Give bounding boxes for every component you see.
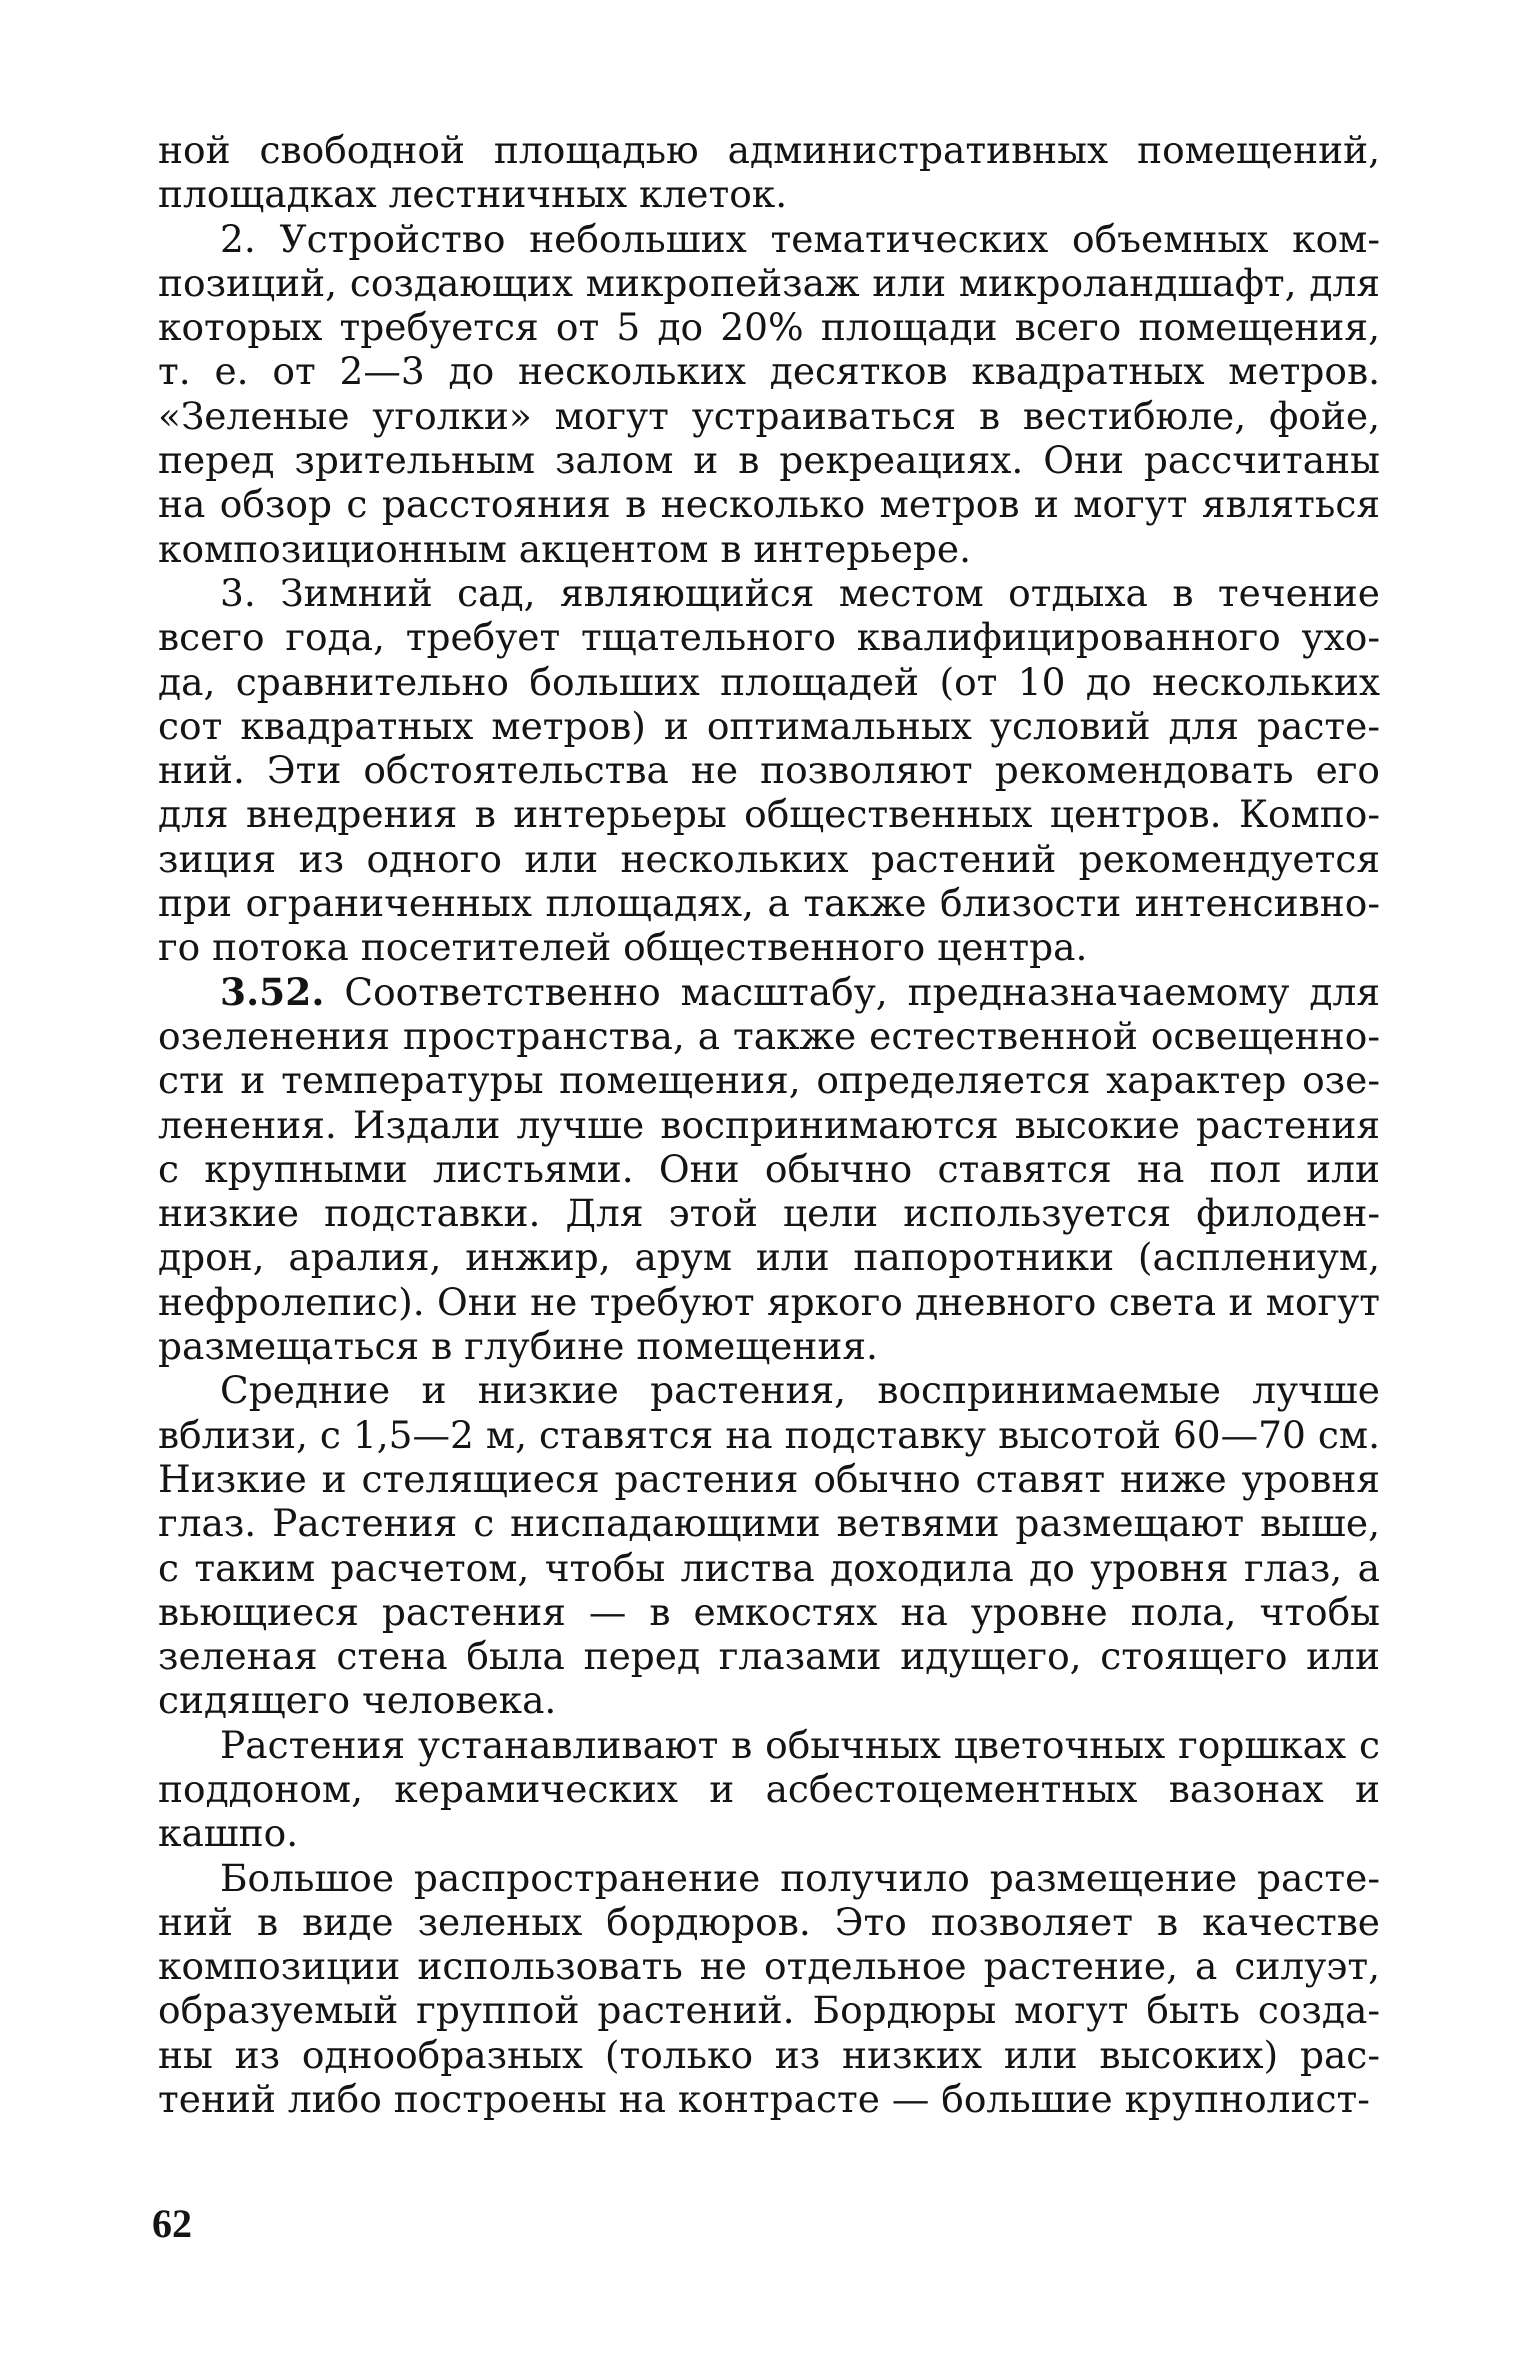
paragraph-section-3-52 <box>158 970 1380 1369</box>
page-body <box>158 128 1380 2121</box>
paragraph-containers: Растения устанавливают в обычных цветочных горшках с поддоном, керамических и асбестоцементных вазонах и кашпо. <box>158 1722 1380 1856</box>
paragraph-medium-plants: Средние и низкие растения, воспринимаемые лучше вблизи, с 1,5—2 м, ставятся на подставку высотой 60—70 см. Низкие и стелящиеся растения обычно ставят ниже уровня глаз. Растения с ниспадающими ветвями размещают выше, с таким расчетом, чтобы листва доходила до уровня глаз, а вьющиеся растения — в емкостях на уровне пола, чтобы зеленая стена была перед глазами идущего, стоящего или сидящего человека. <box>158 1368 1380 1723</box>
paragraph-continuation: ной свободной площадью административных помещений, площадках лестничных клеток. <box>158 128 1380 217</box>
section-number: 3.52. <box>220 969 325 1014</box>
paragraph-item-3: 3. Зимний сад, являющийся местом отдыха в течение всего года, требует тщательного квалифицированного ухода, сравнительно больших площадей (от 10 до нескольких сот квадратных метров) и оптимальных условий для растений. Эти обстоятельства не позволяют рекомендовать его для внедрения в интерьеры общественных центров. Композиция из одного или нескольких растений рекомендуется при ограниченных площадях, а также близости интенсивного потока посетителей общественного центра. <box>158 570 1380 970</box>
paragraph-text: Соответственно масштабу, предназначаемому для озеленения пространства, а также естественной освещенности и температуры помещения, определяется характер озеленения. Издали лучше воспринимаются высокие растения с крупными листьями. Они обычно ставятся на пол или низкие подставки. Для этой цели используется филодендрон, аралия, инжир, арум или папоротники (асплениум, нефролепис). Они не требуют яркого дневного света и могут размещаться в глубине помещения. <box>158 969 1380 1369</box>
paragraph-item-2: 2. Устройство небольших тематических объемных композиций, создающих микропейзаж или микроландшафт, для которых требуется от 5 до 20% площади всего помещения, т. е. от 2—3 до нескольких десятков квадратных метров. «Зеленые уголки» могут устраиваться в вестибюле, фойе, перед зрительным залом и в рекреациях. Они рассчитаны на обзор с расстояния в несколько метров и могут являться композиционным акцентом в интерьере. <box>158 216 1380 571</box>
paragraph-borders: Большое распространение получило размещение растений в виде зеленых бордюров. Это позволяет в качестве композиции использовать не отдельное растение, а силуэт, образуемый группой растений. Бордюры могут быть созданы из однообразных (только из низких или высоких) растений либо построены на контрасте — большие крупнолист- <box>158 1855 1380 2122</box>
page-number: 62 <box>152 2201 192 2246</box>
